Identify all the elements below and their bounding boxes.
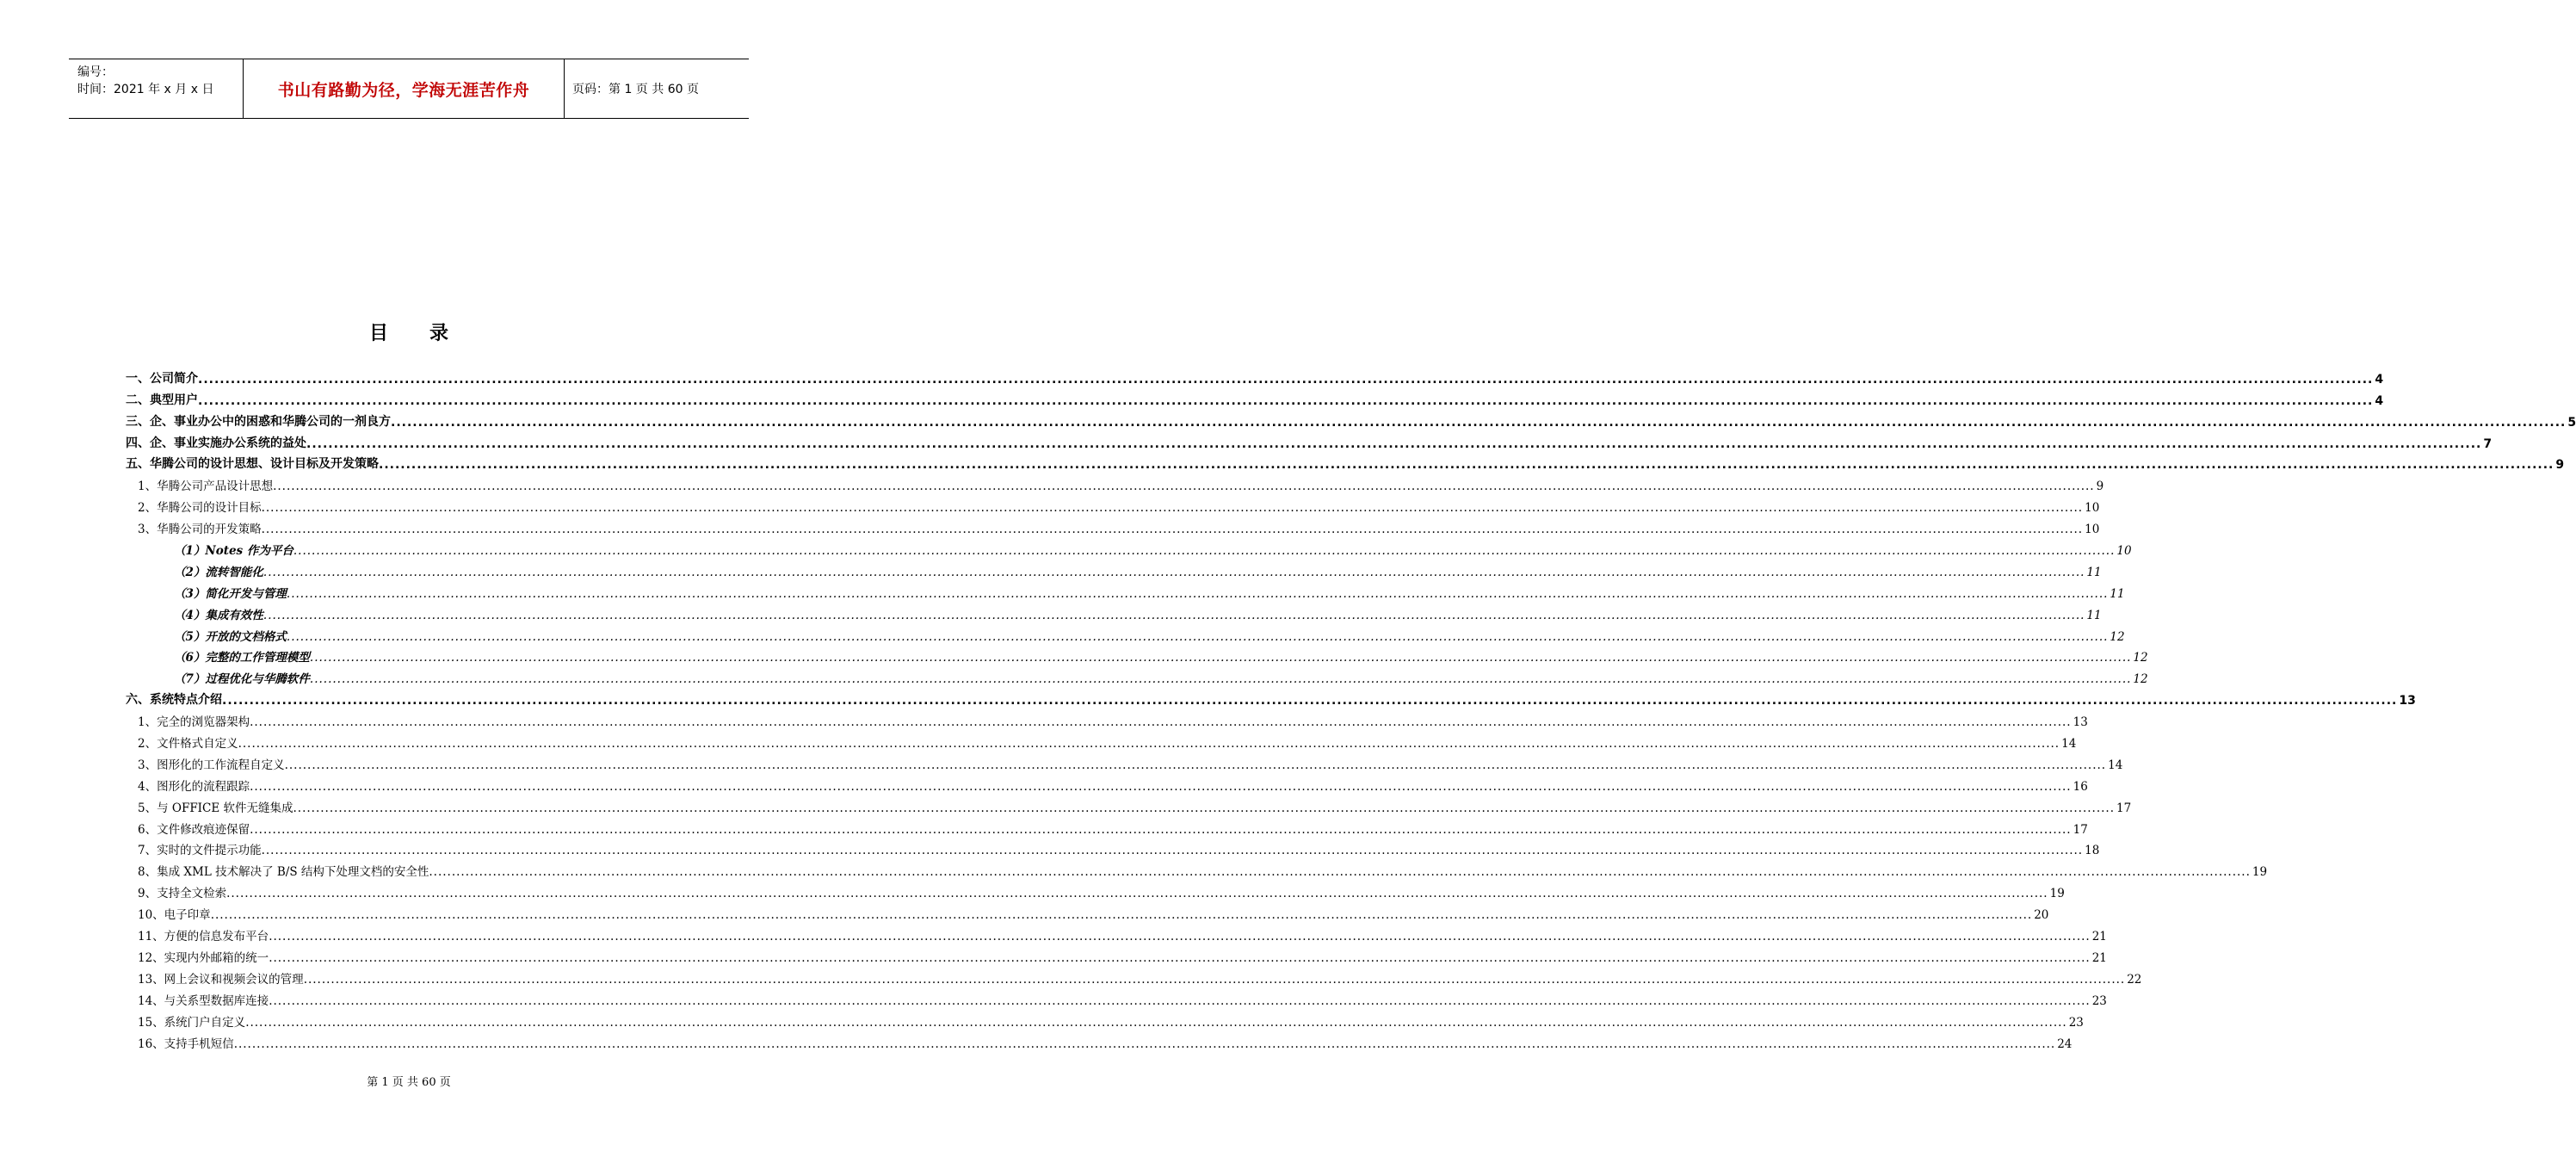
toc-entry-page: 21	[2091, 930, 2107, 944]
toc-entry-page: 13	[2073, 715, 2088, 730]
toc-leader-dots: ................................................................................................................................................................................................................................................................................................................................................................................................................	[261, 844, 2084, 858]
toc-entry[interactable]	[126, 472, 2104, 494]
toc-entry-title: 15、系统门户自定义	[138, 1015, 246, 1030]
toc-entry-page: 17	[2073, 822, 2088, 837]
toc-leader-dots: ................................................................................................................................................................................................................................................................................................................................................................................................................	[293, 544, 2116, 559]
toc-entry-page: 11	[2110, 586, 2125, 601]
toc-entry-title: 7、实时的文件提示功能	[138, 844, 262, 858]
toc-entry-page: 11	[2086, 608, 2102, 622]
toc-leader-dots: ................................................................................................................................................................................................................................................................................................................................................................................................................	[263, 565, 2085, 579]
toc-entry-page: 10	[2116, 544, 2132, 559]
toc-leader-dots: ................................................................................................................................................................................................................................................................................................................................................................................................................	[286, 629, 2109, 644]
toc-entry[interactable]	[126, 536, 2132, 559]
toc-entry-title: 一、公司简介	[126, 371, 198, 386]
toc-entry[interactable]	[126, 837, 2100, 858]
toc-leader-dots: ................................................................................................................................................................................................................................................................................................................................................................................................................	[261, 523, 2084, 537]
toc-entry[interactable]	[126, 794, 2132, 815]
motto-text: 书山有路勤为径，学海无涯苦作舟	[277, 80, 530, 100]
toc-leader-dots: ................................................................................................................................................................................................................................................................................................................................................................................................................	[261, 501, 2084, 516]
toc-entry[interactable]	[126, 987, 2107, 1008]
toc-leader-dots: ................................................................................................................................................................................................................................................................................................................................................................................................................	[269, 950, 2091, 965]
toc-entry-title: 10、电子印章	[138, 908, 211, 923]
toc-entry[interactable]	[126, 579, 2125, 601]
toc-entry[interactable]	[126, 944, 2107, 965]
toc-entry[interactable]	[126, 900, 2049, 923]
toc-entry-page: 11	[2086, 565, 2102, 579]
toc-leader-dots: ................................................................................................................................................................................................................................................................................................................................................................................................................	[250, 715, 2072, 730]
toc-entry[interactable]	[126, 665, 2148, 687]
toc-entry-title: 8、集成 XML 技术解决了 B/S 结构下处理文档的安全性	[138, 865, 429, 880]
toc-entry-title: （7）过程优化与华腾软件	[174, 672, 310, 687]
toc-leader-dots: ................................................................................................................................................................................................................................................................................................................................................................................................................	[309, 651, 2132, 665]
toc-entry[interactable]	[126, 815, 2088, 837]
toc-leader-dots: ................................................................................................................................................................................................................................................................................................................................................................................................................	[198, 393, 2374, 408]
toc-entry-title: 16、支持手机短信	[138, 1036, 234, 1051]
toc-entry-page: 23	[2068, 1015, 2084, 1030]
toc-entry[interactable]	[126, 622, 2125, 644]
toc-entry-title: 五、华腾公司的设计思想、设计目标及开发策略	[126, 457, 379, 472]
toc-entry-title: 1、完全的浏览器架构	[138, 715, 250, 730]
toc-entry[interactable]	[126, 708, 2088, 730]
toc-entry-page: 17	[2116, 801, 2132, 815]
toc-entry-page: 14	[2108, 758, 2123, 772]
toc-entry-title: 3、华腾公司的开发策略	[138, 523, 262, 537]
toc-leader-dots: ................................................................................................................................................................................................................................................................................................................................................................................................................	[286, 586, 2109, 601]
toc-entry[interactable]	[126, 1030, 2073, 1051]
toc-entry-page: 19	[2049, 887, 2065, 901]
toc-entry[interactable]	[126, 408, 2576, 430]
toc-leader-dots: ................................................................................................................................................................................................................................................................................................................................................................................................................	[379, 458, 2554, 473]
toc-entry-title: （5）开放的文档格式	[174, 629, 287, 644]
toc-entry-page: 12	[2110, 629, 2125, 644]
toc-leader-dots: ................................................................................................................................................................................................................................................................................................................................................................................................................	[238, 737, 2060, 752]
toc-entry-title: （2）流转智能化	[174, 565, 263, 579]
toc-title: 目录	[368, 323, 490, 344]
toc-entry[interactable]	[126, 387, 2384, 408]
toc-entry-page: 22	[2127, 972, 2142, 987]
toc-leader-dots: ................................................................................................................................................................................................................................................................................................................................................................................................................	[263, 608, 2085, 622]
toc-entry-title: 六、系统特点介绍	[126, 693, 222, 708]
toc-leader-dots: ................................................................................................................................................................................................................................................................................................................................................................................................................	[303, 972, 2126, 987]
toc-leader-dots: ................................................................................................................................................................................................................................................................................................................................................................................................................	[293, 801, 2116, 815]
page-header	[69, 59, 749, 119]
toc-entry[interactable]	[126, 751, 2123, 772]
toc-entry-page: 18	[2085, 844, 2100, 858]
toc-leader-dots: ................................................................................................................................................................................................................................................................................................................................................................................................................	[273, 480, 2095, 494]
toc-entry-title: 14、与关系型数据库连接	[138, 993, 269, 1008]
toc-entry[interactable]	[126, 365, 2384, 387]
toc-entry-title: 二、典型用户	[126, 393, 198, 407]
toc-entry-page: 12	[2133, 651, 2148, 665]
toc-entry-page: 21	[2091, 950, 2107, 965]
header-motto-cell	[243, 59, 565, 118]
header-meta-cell	[69, 59, 243, 118]
document-number-label: 编号：	[77, 65, 114, 79]
toc-leader-dots: ................................................................................................................................................................................................................................................................................................................................................................................................................	[306, 436, 2482, 451]
toc-entry-title: 四、企、事业实施办公系统的益处	[126, 436, 306, 450]
toc-leader-dots: ................................................................................................................................................................................................................................................................................................................................................................................................................	[391, 415, 2567, 430]
toc-entry[interactable]	[126, 965, 2142, 987]
toc-entry-title: 9、支持全文检索	[138, 887, 227, 901]
toc-entry-title: 三、企、事业办公中的困惑和华腾公司的一剂良方	[126, 414, 391, 429]
toc-entry-title: （6）完整的工作管理模型	[174, 651, 310, 665]
toc-leader-dots: ................................................................................................................................................................................................................................................................................................................................................................................................................	[309, 672, 2132, 687]
toc-entry[interactable]	[126, 515, 2100, 537]
toc-leader-dots: ................................................................................................................................................................................................................................................................................................................................................................................................................	[269, 993, 2091, 1008]
toc-leader-dots: ................................................................................................................................................................................................................................................................................................................................................................................................................	[429, 865, 2251, 880]
toc-entry-title: 11、方便的信息发布平台	[138, 930, 269, 944]
toc-entry-page: 19	[2252, 865, 2268, 880]
toc-entry[interactable]	[126, 451, 2565, 473]
toc-entry[interactable]	[126, 686, 2416, 708]
toc-entry-title: （1）Notes 作为平台	[174, 544, 293, 559]
toc-leader-dots: ................................................................................................................................................................................................................................................................................................................................................................................................................	[222, 694, 2398, 708]
toc-leader-dots: ................................................................................................................................................................................................................................................................................................................................................................................................................	[198, 372, 2374, 387]
table-of-contents	[126, 365, 2576, 1051]
toc-entry[interactable]	[126, 430, 2493, 451]
toc-entry-title: 13、网上会议和视频会议的管理	[138, 972, 304, 987]
toc-leader-dots: ................................................................................................................................................................................................................................................................................................................................................................................................................	[233, 1036, 2056, 1051]
page-footer: 第 1 页 共 60 页	[367, 1076, 451, 1089]
toc-entry-title: 2、华腾公司的设计目标	[138, 501, 262, 516]
toc-entry-page: 4	[2375, 393, 2384, 408]
header-page-cell	[564, 59, 749, 118]
toc-leader-dots: ................................................................................................................................................................................................................................................................................................................................................................................................................	[250, 779, 2072, 794]
toc-entry-page: 10	[2085, 501, 2100, 516]
toc-entry-page: 4	[2375, 372, 2384, 387]
toc-entry-title: 2、文件格式自定义	[138, 737, 238, 752]
document-date: 时间：2021 年 x 月 x 日	[77, 83, 214, 96]
toc-entry-page: 9	[2555, 458, 2565, 473]
toc-entry-title: 5、与 OFFICE 软件无缝集成	[138, 801, 293, 815]
toc-leader-dots: ................................................................................................................................................................................................................................................................................................................................................................................................................	[250, 822, 2072, 837]
toc-entry[interactable]	[126, 922, 2107, 944]
toc-entry-title: 1、华腾公司产品设计思想	[138, 480, 274, 494]
toc-entry-title: 6、文件修改痕迹保留	[138, 822, 250, 837]
toc-entry-title: （4）集成有效性	[174, 608, 263, 622]
toc-entry[interactable]	[126, 729, 2077, 752]
toc-leader-dots: ................................................................................................................................................................................................................................................................................................................................................................................................................	[210, 908, 2033, 923]
toc-entry-page: 24	[2057, 1036, 2073, 1051]
toc-entry[interactable]	[126, 857, 2268, 880]
toc-entry-page: 5	[2567, 415, 2576, 430]
toc-entry[interactable]	[126, 879, 2065, 901]
toc-leader-dots: ................................................................................................................................................................................................................................................................................................................................................................................................................	[269, 930, 2091, 944]
toc-leader-dots: ................................................................................................................................................................................................................................................................................................................................................................................................................	[245, 1015, 2067, 1030]
toc-entry-page: 7	[2483, 436, 2493, 451]
toc-entry-page: 16	[2073, 779, 2088, 794]
toc-entry-title: 3、图形化的工作流程自定义	[138, 758, 285, 772]
toc-leader-dots: ................................................................................................................................................................................................................................................................................................................................................................................................................	[226, 887, 2048, 901]
toc-leader-dots: ................................................................................................................................................................................................................................................................................................................................................................................................................	[284, 758, 2107, 772]
toc-entry-page: 20	[2034, 908, 2049, 923]
toc-entry-page: 23	[2091, 993, 2107, 1008]
toc-entry-page: 13	[2399, 694, 2416, 708]
toc-entry[interactable]	[126, 1008, 2084, 1030]
toc-entry-page: 12	[2133, 672, 2148, 687]
toc-entry-title: （3）简化开发与管理	[174, 586, 287, 601]
toc-entry[interactable]	[126, 772, 2088, 794]
toc-entry[interactable]	[126, 558, 2102, 579]
toc-entry-title: 4、图形化的流程跟踪	[138, 779, 250, 794]
toc-entry-page: 9	[2096, 480, 2104, 494]
toc-entry-page: 10	[2085, 523, 2100, 537]
header-page-info: 页码：第 1 页 共 60 页	[572, 83, 699, 96]
toc-entry[interactable]	[126, 493, 2100, 516]
toc-entry-page: 14	[2061, 737, 2077, 752]
toc-entry[interactable]	[126, 601, 2102, 622]
toc-entry-title: 12、实现内外邮箱的统一	[138, 950, 269, 965]
toc-entry[interactable]	[126, 644, 2148, 665]
